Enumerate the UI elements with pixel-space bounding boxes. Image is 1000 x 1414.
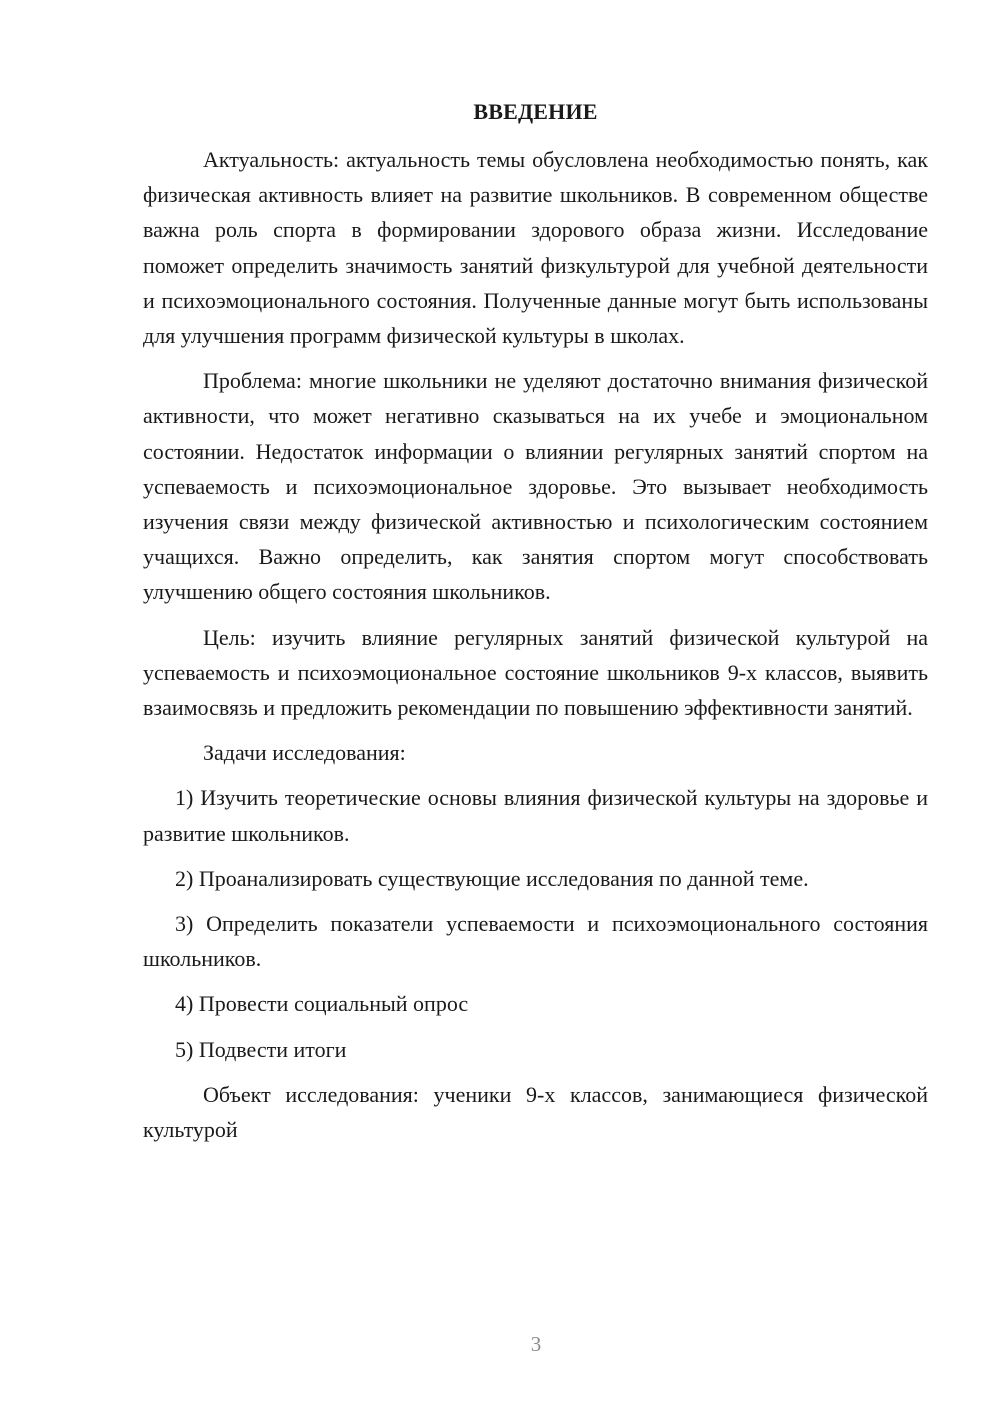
task-item: 3) Определить показатели успеваемости и психоэмоционального состояния школьников. xyxy=(143,911,928,972)
task-item: 5) Подвести итоги xyxy=(175,1036,347,1062)
paragraph-tasks-heading: Задачи исследования: xyxy=(203,740,406,766)
paragraph-object: Объект исследования: ученики 9-х классов, занимающиеся физической культурой xyxy=(143,1081,928,1143)
paragraph-goal: Цель: изучить влияние регулярных занятий физической культурой на успеваемость и психоэмоциональное состояние школьников 9-х классов, выявить взаимосвязь и предложить рекомендации по повышению эффективности занятий. xyxy=(143,624,928,721)
task-item: 4) Провести социальный опрос xyxy=(175,991,469,1017)
paragraph-problem: Проблема: многие школьники не уделяют достаточно внимания физической активности, что может негативно сказываться на их учебе и эмоциональном состоянии. Недостаток информации о влиянии регулярных занятий спортом на успеваемость и психоэмоциональное здоровье. Это вызывает необходимость изучения связи между физической активностью и психологическим состоянием учащихся. Важно определить, как занятия спортом могут способствовать улучшению общего состояния школьников. xyxy=(143,368,928,605)
task-item: 1) Изучить теоретические основы влияния физической культуры на здоровье и развитие школьников. xyxy=(143,785,928,846)
section-title: ВВЕДЕНИЕ xyxy=(473,99,598,124)
paragraph-relevance: Актуальность: актуальность темы обусловлена необходимостью понять, как физическая активность влияет на развитие школьников. В современном обществе важна роль спорта в формировании здорового образа жизни. Исследование поможет определить значимость занятий физкультурой для учебной деятельности и психоэмоционального состояния. Полученные данные могут быть использованы для улучшения программ физической культуры в школах. xyxy=(143,147,928,349)
task-item: 2) Проанализировать существующие исследования по данной теме. xyxy=(175,865,809,891)
page-content xyxy=(143,94,928,1157)
page-number: 3 xyxy=(530,1332,542,1356)
